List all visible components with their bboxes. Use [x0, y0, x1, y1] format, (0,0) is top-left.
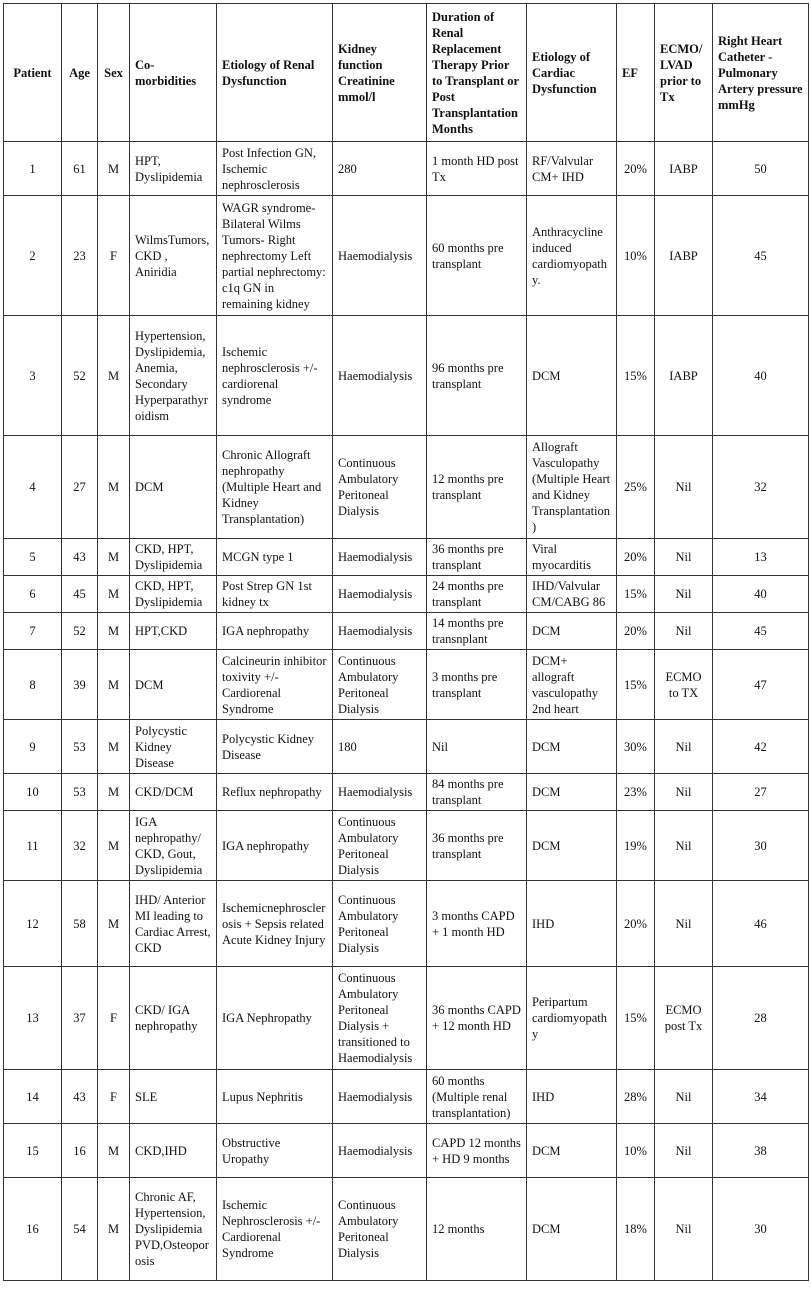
cell-patient: 2 — [4, 196, 62, 316]
table-row — [4, 316, 809, 436]
cell-cardiac-etiology: DCM — [527, 316, 617, 436]
cell-ecmo-lvad: ECMO post Tx — [655, 967, 713, 1070]
header-cardiac-etiology: Etiology of Cardiac Dysfunction — [527, 4, 617, 142]
cell-kidney-function: Haemodialysis — [333, 539, 427, 576]
cell-sex: M — [98, 881, 130, 967]
table-row — [4, 811, 809, 881]
cell-rrt-duration: CAPD 12 months + HD 9 months — [427, 1124, 527, 1178]
cell-comorbidities: IHD/ Anterior MI leading to Cardiac Arrest, CKD — [130, 881, 217, 967]
cell-renal-etiology: WAGR syndrome- Bilateral Wilms Tumors- Right nephrectomy Left partial nephrectomy: c1q GN in remaining kidney — [217, 196, 333, 316]
table-row — [4, 436, 809, 539]
cell-renal-etiology: Ischemicnephrosclerosis + Sepsis related Acute Kidney Injury — [217, 881, 333, 967]
cell-renal-etiology: IGA nephropathy — [217, 613, 333, 650]
cell-ef: 15% — [617, 967, 655, 1070]
cell-cardiac-etiology: DCM — [527, 1178, 617, 1281]
cell-ef: 20% — [617, 142, 655, 196]
cell-pa-pressure: 40 — [713, 576, 809, 613]
table-row — [4, 1124, 809, 1178]
cell-rrt-duration: 1 month HD post Tx — [427, 142, 527, 196]
table-row — [4, 196, 809, 316]
cell-age: 27 — [62, 436, 98, 539]
cell-age: 52 — [62, 613, 98, 650]
header-rrt-duration: Duration of Renal Replacement Therapy Prior to Transplant or Post Transplantation Months — [427, 4, 527, 142]
cell-comorbidities: Chronic AF, Hypertension, Dyslipidemia PVD,Osteoporosis — [130, 1178, 217, 1281]
cell-patient: 8 — [4, 650, 62, 720]
cell-cardiac-etiology: DCM — [527, 1124, 617, 1178]
table-row — [4, 720, 809, 774]
cell-patient: 3 — [4, 316, 62, 436]
cell-kidney-function: Haemodialysis — [333, 1124, 427, 1178]
cell-renal-etiology: IGA nephropathy — [217, 811, 333, 881]
cell-ef: 20% — [617, 539, 655, 576]
cell-patient: 6 — [4, 576, 62, 613]
cell-patient: 15 — [4, 1124, 62, 1178]
header-kidney-function: Kidney function Creatinine mmol/l — [333, 4, 427, 142]
cell-age: 39 — [62, 650, 98, 720]
cell-renal-etiology: IGA Nephropathy — [217, 967, 333, 1070]
cell-kidney-function: Continuous Ambulatory Peritoneal Dialysis — [333, 1178, 427, 1281]
cell-sex: F — [98, 967, 130, 1070]
cell-ef: 28% — [617, 1070, 655, 1124]
cell-rrt-duration: 36 months CAPD + 12 month HD — [427, 967, 527, 1070]
cell-ef: 20% — [617, 613, 655, 650]
cell-patient: 11 — [4, 811, 62, 881]
cell-sex: M — [98, 142, 130, 196]
cell-renal-etiology: MCGN type 1 — [217, 539, 333, 576]
header-ecmo-lvad: ECMO/ LVAD prior to Tx — [655, 4, 713, 142]
cell-renal-etiology: Reflux nephropathy — [217, 774, 333, 811]
cell-kidney-function: Continuous Ambulatory Peritoneal Dialysis — [333, 811, 427, 881]
cell-rrt-duration: 84 months pre transplant — [427, 774, 527, 811]
table-header-row — [4, 4, 809, 142]
table-row — [4, 142, 809, 196]
cell-age: 37 — [62, 967, 98, 1070]
cell-pa-pressure: 46 — [713, 881, 809, 967]
cell-kidney-function: 280 — [333, 142, 427, 196]
cell-sex: M — [98, 436, 130, 539]
cell-rrt-duration: Nil — [427, 720, 527, 774]
cell-age: 43 — [62, 1070, 98, 1124]
cell-renal-etiology: Chronic Allograft nephropathy (Multiple Heart and Kidney Transplantation) — [217, 436, 333, 539]
cell-sex: M — [98, 316, 130, 436]
cell-renal-etiology: Obstructive Uropathy — [217, 1124, 333, 1178]
cell-patient: 4 — [4, 436, 62, 539]
cell-comorbidities: DCM — [130, 436, 217, 539]
cell-rrt-duration: 3 months CAPD + 1 month HD — [427, 881, 527, 967]
cell-age: 52 — [62, 316, 98, 436]
cell-patient: 16 — [4, 1178, 62, 1281]
cell-cardiac-etiology: DCM — [527, 720, 617, 774]
cell-pa-pressure: 38 — [713, 1124, 809, 1178]
cell-ecmo-lvad: IABP — [655, 142, 713, 196]
cell-ecmo-lvad: Nil — [655, 613, 713, 650]
table-row — [4, 881, 809, 967]
cell-sex: M — [98, 720, 130, 774]
cell-sex: F — [98, 1070, 130, 1124]
cell-cardiac-etiology: DCM — [527, 811, 617, 881]
cell-cardiac-etiology: IHD — [527, 1070, 617, 1124]
cell-cardiac-etiology: RF/Valvular CM+ IHD — [527, 142, 617, 196]
cell-comorbidities: HPT,CKD — [130, 613, 217, 650]
cell-rrt-duration: 24 months pre transplant — [427, 576, 527, 613]
cell-comorbidities: SLE — [130, 1070, 217, 1124]
cell-kidney-function: Haemodialysis — [333, 316, 427, 436]
cell-patient: 1 — [4, 142, 62, 196]
cell-ecmo-lvad: Nil — [655, 881, 713, 967]
cell-age: 53 — [62, 774, 98, 811]
cell-pa-pressure: 30 — [713, 811, 809, 881]
cell-ecmo-lvad: Nil — [655, 539, 713, 576]
table-row — [4, 613, 809, 650]
header-pa-pressure: Right Heart Catheter -Pulmonary Artery pressure mmHg — [713, 4, 809, 142]
cell-ef: 15% — [617, 316, 655, 436]
cell-comorbidities: CKD,IHD — [130, 1124, 217, 1178]
cell-ef: 15% — [617, 576, 655, 613]
cell-pa-pressure: 40 — [713, 316, 809, 436]
header-comorbidities: Co-morbidities — [130, 4, 217, 142]
table-row — [4, 1178, 809, 1281]
cell-ef: 10% — [617, 196, 655, 316]
cell-pa-pressure: 28 — [713, 967, 809, 1070]
cell-pa-pressure: 30 — [713, 1178, 809, 1281]
cell-kidney-function: Haemodialysis — [333, 1070, 427, 1124]
cell-comorbidities: Polycystic Kidney Disease — [130, 720, 217, 774]
table-row — [4, 650, 809, 720]
cell-ef: 10% — [617, 1124, 655, 1178]
cell-patient: 10 — [4, 774, 62, 811]
cell-age: 54 — [62, 1178, 98, 1281]
table-row — [4, 539, 809, 576]
cell-cardiac-etiology: DCM — [527, 613, 617, 650]
cell-ecmo-lvad: Nil — [655, 436, 713, 539]
cell-renal-etiology: Lupus Nephritis — [217, 1070, 333, 1124]
cell-cardiac-etiology: DCM — [527, 774, 617, 811]
cell-kidney-function: Haemodialysis — [333, 774, 427, 811]
cell-cardiac-etiology: IHD/Valvular CM/CABG 86 — [527, 576, 617, 613]
cell-ecmo-lvad: Nil — [655, 1178, 713, 1281]
cell-ecmo-lvad: Nil — [655, 720, 713, 774]
table-row — [4, 774, 809, 811]
cell-ecmo-lvad: Nil — [655, 576, 713, 613]
table-row — [4, 967, 809, 1070]
cell-pa-pressure: 27 — [713, 774, 809, 811]
cell-pa-pressure: 34 — [713, 1070, 809, 1124]
cell-ecmo-lvad: IABP — [655, 196, 713, 316]
cell-pa-pressure: 42 — [713, 720, 809, 774]
cell-renal-etiology: Calcineurin inhibitor toxivity +/- Cardiorenal Syndrome — [217, 650, 333, 720]
cell-ecmo-lvad: ECMO to TX — [655, 650, 713, 720]
cell-cardiac-etiology: Viral myocarditis — [527, 539, 617, 576]
cell-sex: M — [98, 811, 130, 881]
header-renal-etiology: Etiology of Renal Dysfunction — [217, 4, 333, 142]
table-row — [4, 1070, 809, 1124]
cell-ecmo-lvad: Nil — [655, 1070, 713, 1124]
cell-cardiac-etiology: IHD — [527, 881, 617, 967]
cell-ef: 23% — [617, 774, 655, 811]
cell-cardiac-etiology: Allograft Vasculopathy (Multiple Heart and Kidney Transplantation) — [527, 436, 617, 539]
table-body — [4, 142, 809, 1281]
cell-comorbidities: DCM — [130, 650, 217, 720]
cell-age: 32 — [62, 811, 98, 881]
cell-rrt-duration: 36 months pre transplant — [427, 539, 527, 576]
cell-age: 23 — [62, 196, 98, 316]
cell-rrt-duration: 3 months pre transplant — [427, 650, 527, 720]
cell-renal-etiology: Ischemic Nephrosclerosis +/- Cardiorenal Syndrome — [217, 1178, 333, 1281]
cell-age: 43 — [62, 539, 98, 576]
cell-rrt-duration: 96 months pre transplant — [427, 316, 527, 436]
cell-kidney-function: Continuous Ambulatory Peritoneal Dialysis — [333, 881, 427, 967]
cell-kidney-function: Continuous Ambulatory Peritoneal Dialysis + transitioned to Haemodialysis — [333, 967, 427, 1070]
cell-age: 45 — [62, 576, 98, 613]
cell-kidney-function: Haemodialysis — [333, 576, 427, 613]
cell-ecmo-lvad: Nil — [655, 811, 713, 881]
cell-patient: 7 — [4, 613, 62, 650]
cell-rrt-duration: 12 months pre transplant — [427, 436, 527, 539]
cell-patient: 14 — [4, 1070, 62, 1124]
cell-ef: 15% — [617, 650, 655, 720]
cell-pa-pressure: 32 — [713, 436, 809, 539]
header-sex: Sex — [98, 4, 130, 142]
cell-sex: M — [98, 774, 130, 811]
cell-comorbidities: WilmsTumors, CKD , Aniridia — [130, 196, 217, 316]
cell-pa-pressure: 45 — [713, 613, 809, 650]
cell-ef: 25% — [617, 436, 655, 539]
cell-comorbidities: Hypertension, Dyslipidemia, Anemia, Secondary Hyperparathyroidism — [130, 316, 217, 436]
cell-ef: 20% — [617, 881, 655, 967]
cell-kidney-function: Haemodialysis — [333, 196, 427, 316]
header-ef: EF — [617, 4, 655, 142]
cell-rrt-duration: 60 months pre transplant — [427, 196, 527, 316]
cell-age: 61 — [62, 142, 98, 196]
cell-pa-pressure: 45 — [713, 196, 809, 316]
cell-comorbidities: CKD/ IGA nephropathy — [130, 967, 217, 1070]
cell-kidney-function: Continuous Ambulatory Peritoneal Dialysis — [333, 650, 427, 720]
cell-age: 16 — [62, 1124, 98, 1178]
cell-comorbidities: CKD/DCM — [130, 774, 217, 811]
cell-cardiac-etiology: Anthracycline induced cardiomyopathy. — [527, 196, 617, 316]
cell-kidney-function: Continuous Ambulatory Peritoneal Dialysis — [333, 436, 427, 539]
header-age: Age — [62, 4, 98, 142]
cell-sex: M — [98, 576, 130, 613]
cell-sex: M — [98, 613, 130, 650]
cell-sex: M — [98, 1178, 130, 1281]
cell-rrt-duration: 36 months pre transplant — [427, 811, 527, 881]
cell-comorbidities: CKD, HPT, Dyslipidemia — [130, 576, 217, 613]
cell-sex: F — [98, 196, 130, 316]
cell-kidney-function: Haemodialysis — [333, 613, 427, 650]
cell-ef: 19% — [617, 811, 655, 881]
cell-renal-etiology: Post Infection GN, Ischemic nephrosclerosis — [217, 142, 333, 196]
cell-comorbidities: IGA nephropathy/ CKD, Gout, Dyslipidemia — [130, 811, 217, 881]
cell-pa-pressure: 47 — [713, 650, 809, 720]
cell-patient: 9 — [4, 720, 62, 774]
cell-patient: 13 — [4, 967, 62, 1070]
patient-table — [3, 3, 809, 1281]
cell-sex: M — [98, 1124, 130, 1178]
cell-age: 53 — [62, 720, 98, 774]
cell-ef: 30% — [617, 720, 655, 774]
cell-renal-etiology: Polycystic Kidney Disease — [217, 720, 333, 774]
cell-rrt-duration: 12 months — [427, 1178, 527, 1281]
cell-ecmo-lvad: IABP — [655, 316, 713, 436]
cell-comorbidities: HPT, Dyslipidemia — [130, 142, 217, 196]
cell-sex: M — [98, 539, 130, 576]
cell-patient: 5 — [4, 539, 62, 576]
cell-rrt-duration: 14 months pre transnplant — [427, 613, 527, 650]
cell-sex: M — [98, 650, 130, 720]
cell-renal-etiology: Ischemic nephrosclerosis +/-cardiorenal syndrome — [217, 316, 333, 436]
cell-pa-pressure: 50 — [713, 142, 809, 196]
cell-ecmo-lvad: Nil — [655, 774, 713, 811]
cell-ecmo-lvad: Nil — [655, 1124, 713, 1178]
table-row — [4, 576, 809, 613]
cell-cardiac-etiology: Peripartum cardiomyopathy — [527, 967, 617, 1070]
cell-age: 58 — [62, 881, 98, 967]
cell-pa-pressure: 13 — [713, 539, 809, 576]
cell-cardiac-etiology: DCM+ allograft vasculopathy 2nd heart — [527, 650, 617, 720]
header-patient: Patient — [4, 4, 62, 142]
cell-rrt-duration: 60 months (Multiple renal transplantation) — [427, 1070, 527, 1124]
cell-kidney-function: 180 — [333, 720, 427, 774]
cell-ef: 18% — [617, 1178, 655, 1281]
cell-renal-etiology: Post Strep GN 1st kidney tx — [217, 576, 333, 613]
cell-patient: 12 — [4, 881, 62, 967]
cell-comorbidities: CKD, HPT, Dyslipidemia — [130, 539, 217, 576]
